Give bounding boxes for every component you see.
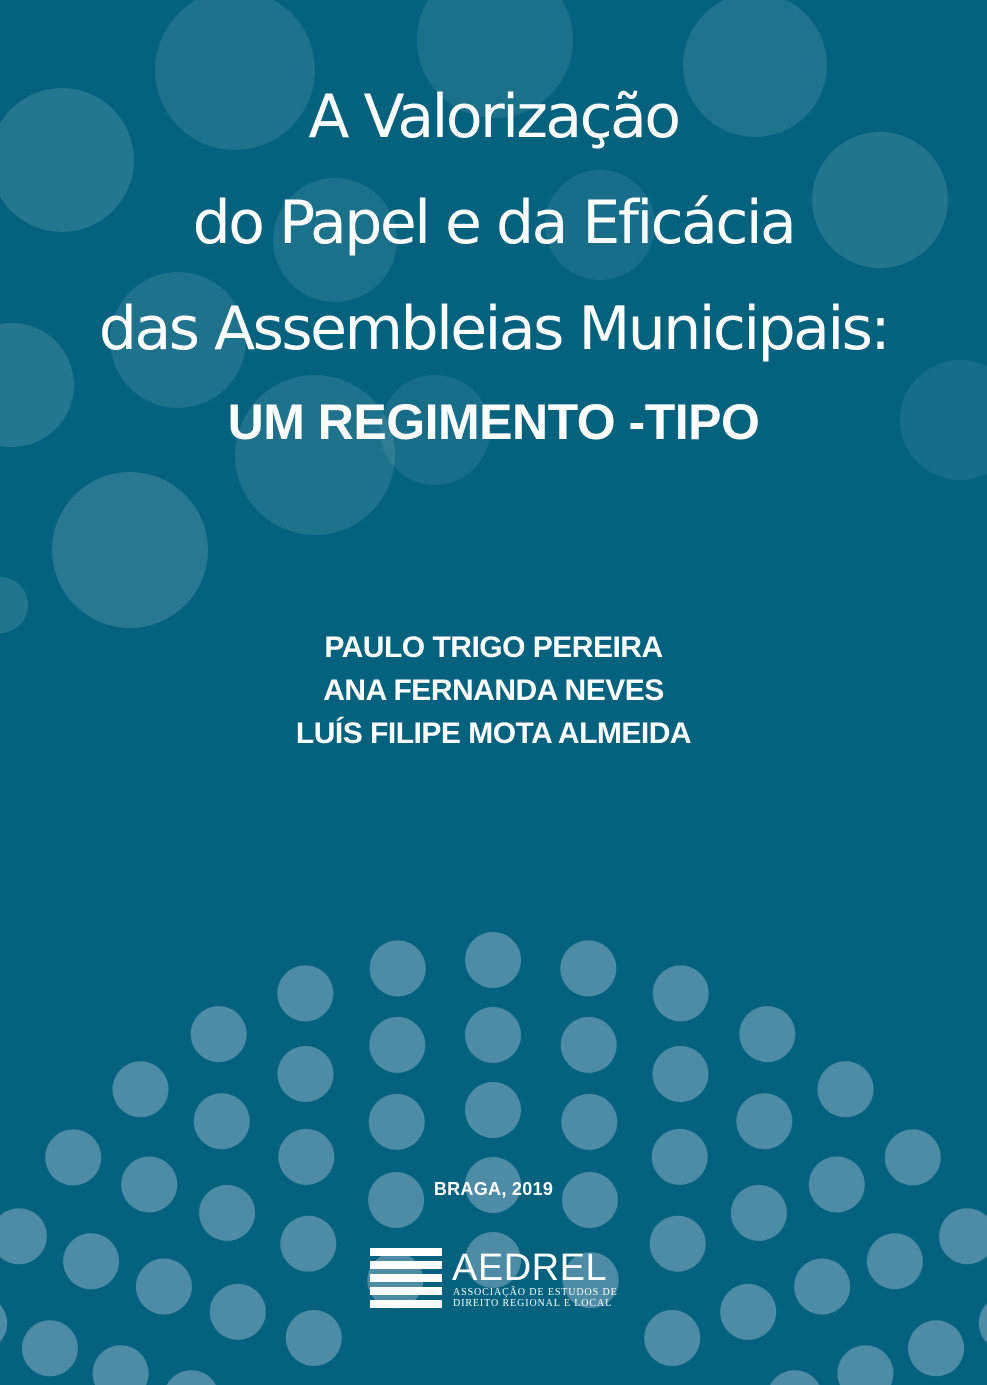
parliament-seat-circle: [370, 940, 426, 996]
author-3: LUÍS FILIPE MOTA ALMEIDA: [295, 717, 692, 750]
title-line-1: A Valorização: [308, 82, 679, 152]
parliament-seat-circle: [194, 1093, 250, 1149]
parliament-seat-circle: [939, 1208, 987, 1264]
parliament-seat-circle: [561, 1094, 617, 1150]
title-line-2: do Papel e da Eficácia: [192, 188, 795, 258]
parliament-seat-circle: [885, 1129, 941, 1185]
subtitle: UM REGIMENTO -TIPO: [227, 394, 760, 450]
authors: [0, 626, 987, 755]
place-date: BRAGA, 2019: [433, 1179, 554, 1199]
parliament-seat-circle: [560, 940, 616, 996]
title-line-3: das Assembleias Municipais:: [98, 294, 889, 364]
parliament-seat-circle: [22, 1320, 78, 1376]
publisher-tagline-line-2: DIREITO REGIONAL E LOCAL: [453, 1298, 613, 1309]
parliament-seat-circle: [736, 1093, 792, 1149]
parliament-seat-circle: [720, 1284, 776, 1340]
publisher-name: AEDREL: [452, 1247, 608, 1289]
parliament-seat-circle: [767, 1370, 823, 1385]
parliament-seat-circle: [163, 1370, 219, 1385]
parliament-seat-circle: [210, 1284, 266, 1340]
parliament-seat-circle: [278, 1129, 334, 1185]
publisher-logo: [370, 1248, 630, 1312]
parliament-seat-circle: [644, 1310, 700, 1366]
parliament-seat-circle: [465, 932, 521, 988]
author-2: ANA FERNANDA NEVES: [323, 674, 664, 707]
parliament-seat-circle: [739, 1006, 795, 1062]
parliament-seat-circle: [979, 1295, 987, 1351]
parliament-seat-circle: [278, 1046, 334, 1102]
parliament-seat-circle: [465, 1007, 521, 1063]
parliament-seat-circle: [818, 1061, 874, 1117]
parliament-seat-circle: [280, 1216, 336, 1272]
parliament-seat-circle: [45, 1129, 101, 1185]
parliament-seat-circle: [652, 1129, 708, 1185]
parliament-seat-circle: [653, 965, 709, 1021]
parliament-seat-circle: [0, 1295, 7, 1351]
parliament-seat-circle: [465, 1082, 521, 1138]
parliament-seat-circle: [794, 1259, 850, 1315]
parliament-seat-circle: [136, 1259, 192, 1315]
parliament-seat-circle: [867, 1233, 923, 1289]
parliament-seat-circle: [369, 1094, 425, 1150]
parliament-seat-circle: [277, 965, 333, 1021]
parliament-seat-circle: [653, 1046, 709, 1102]
publisher-tagline-line-1: ASSOCIAÇÃO DE ESTUDOS DE: [453, 1287, 618, 1298]
parliament-seat-circle: [113, 1061, 169, 1117]
parliament-seat-circle: [369, 1017, 425, 1073]
parliament-seat-circle: [908, 1320, 964, 1376]
parliament-seat-circle: [191, 1006, 247, 1062]
parliament-seat-circle: [93, 1345, 149, 1385]
parliament-seat-circle: [286, 1310, 342, 1366]
stacked-bars-logo-icon: [370, 1248, 442, 1308]
parliament-seat-circle: [561, 1017, 617, 1073]
parliament-seat-circle: [63, 1233, 119, 1289]
parliament-seat-circle: [837, 1345, 893, 1385]
parliament-seat-circle: [650, 1216, 706, 1272]
parliament-seat-circle: [0, 1208, 47, 1264]
author-1: PAULO TRIGO PEREIRA: [324, 631, 663, 664]
title: [0, 64, 987, 382]
